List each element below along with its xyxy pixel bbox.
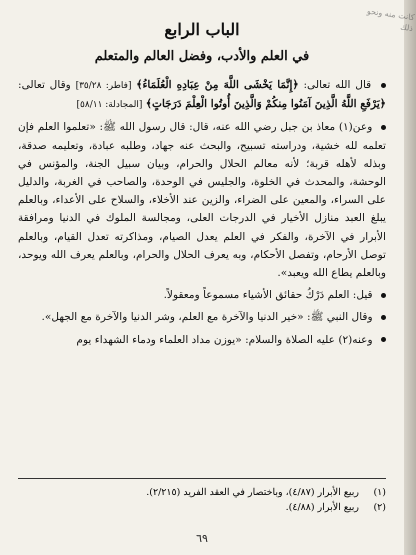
bullet-dot [381,337,386,342]
chapter-subtitle: في العلم والأدب، وفضل العالم والمتعلم [94,49,310,64]
adjacent-page-text: كانت منه ونحو ذلك [366,6,416,34]
para-text: قيل: العلم دَرْكُ حقائق الأشياء مسموعاً ومعقولاً. [163,289,373,302]
para-text: وعنه(٢) عليه الصلاة والسلام: «يوزن مداد العلماء ودماء الشهداء يوم [76,333,373,346]
footnotes [18,478,386,515]
quran-verse-2: ﴿يَرْفَعِ اللَّهُ الَّذِينَ آمَنُوا مِنكُمْ وَالَّذِينَ أُوتُوا الْعِلْمَ دَرَجَاتٍ﴾ [145,98,386,111]
para-intro: قال الله تعالى: [303,79,372,91]
paragraph-hadith-midad [18,331,386,349]
footnote-text: ربيع الأبرار (٤/٨٨). [285,502,359,513]
bullet-dot [381,293,386,298]
footnote-text: ربيع الأبرار (٤/٨٧)، وباختصار في العقد الفريد (٢/٢١٥). [146,487,359,498]
chapter-title: الباب الرابع [164,20,240,39]
footnote-2 [18,500,386,515]
bullet-dot [381,83,386,88]
paragraph-quran [18,76,386,114]
paragraph-hadith-khair [18,308,386,326]
paragraph-hadith-muadh [18,118,386,282]
para-after: وقال تعالى: [18,79,71,91]
verse-source-2: [المجادلة: ٥٨/١١] [76,100,143,111]
bullet-dot [381,125,386,130]
page-number: ٦٩ [196,532,208,545]
paragraph-definition [18,286,386,304]
footnote-1 [18,485,386,500]
verse-source-1: [فاطر: ٣٥/٢٨] [75,81,132,91]
quran-verse-1: ﴿إِنَّمَا يَخْشَى اللَّهَ مِنْ عِبَادِهِ الْعُلَمَاءُ﴾ [136,79,299,91]
page-content [18,20,386,353]
adjacent-page-edge [366,0,416,555]
bullet-dot [381,315,386,320]
footnote-number: (١) [373,487,386,498]
para-text: وعن(١) معاذ بن جبل رضي الله عنه، قال: قال رسول الله ﷺ: «تعلموا العلم فإن تعلمه لله خشية، ودراسته تسبيح، والبحث عنه جهاد، وطلبه عبادة، وتعليمه صدقة، وبذله لأهله قربة؛ لأنه معالم الحلال والحرام، وبيان سبيل الجنة، والمؤنس في الوحشة، والمحدث في الخلوة، والجليس في الوحدة، والصاحب في الغربة، والدليل على السراء، والمعين على الضراء، والزين عند الأخلاء، والسلاح على الأعداء، وبالعلم يبلغ العبد منازل الأخيار في الدرجات العلى، ومجالسة الملوك في الدنيا ومرافقة الأبرار في الآخرة، والفكر في العلم يعدل الصيام، ومذاكرته تعدل القيام، وبالعلم توصل الأرحام، وتفصل الأحكام، وبه يعرف الحلال والحرام، وبالعلم يعرف الله ويوحد، وبالعلم يطاع الله ويعبد». [18,121,386,280]
para-text: وقال النبي ﷺ: «خير الدنيا والآخرة مع العلم، وشر الدنيا والآخرة مع الجهل». [41,311,373,324]
footnote-number: (٢) [373,502,386,513]
